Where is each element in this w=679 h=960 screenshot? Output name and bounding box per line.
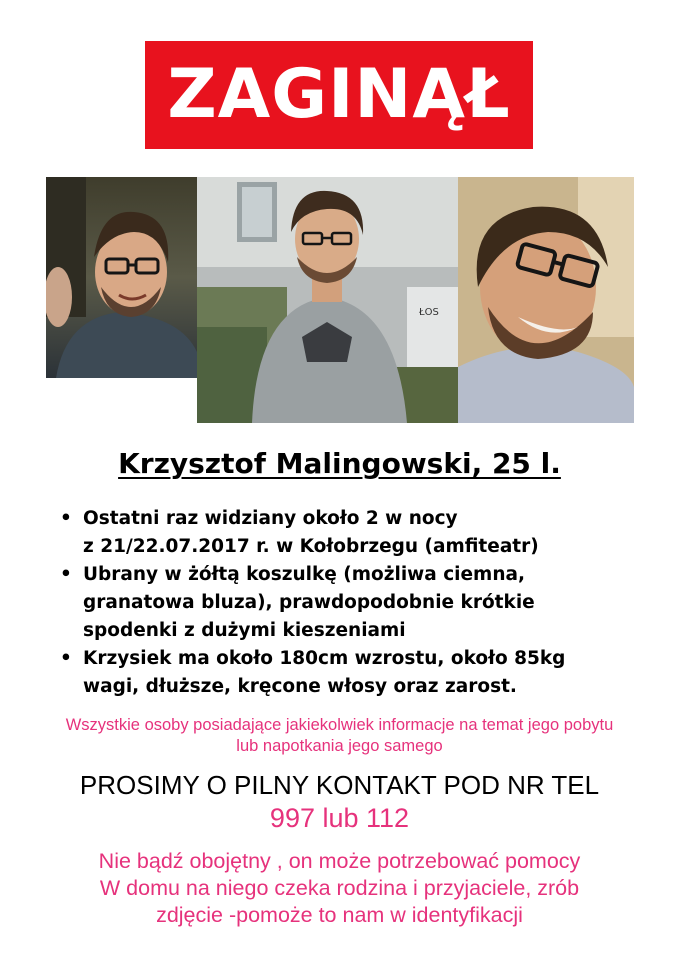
fact-line: z 21/22.07.2017 r. w Kołobrzegu (amfiteatr) — [83, 536, 539, 557]
appeal-text — [20, 848, 659, 929]
portrait-photo-2 — [197, 177, 458, 423]
appeal-line: zdjęcie -pomoże to nam w identyfikacji — [156, 903, 523, 927]
photo-right — [458, 177, 634, 423]
photo-center — [197, 177, 458, 423]
fact-line: wagi, dłuższe, kręcone włosy oraz zarost. — [83, 676, 517, 697]
fact-line: Krzysiek ma około 180cm wzrostu, około 85kg — [83, 648, 566, 669]
list-item — [58, 505, 618, 561]
facts-list — [58, 505, 618, 701]
fact-line: spodenki z dużymi kieszeniami — [83, 620, 406, 641]
svg-text:ŁOS: ŁOS — [419, 307, 439, 318]
person-name — [0, 447, 679, 480]
appeal-line: Nie bądź obojętny , on może potrzebować pomocy — [98, 849, 581, 873]
portrait-photo-1 — [46, 177, 197, 378]
person-name-text: Krzysztof Malingowski, 25 l. — [118, 447, 561, 480]
banner-title: ZAGINĄŁ — [167, 55, 511, 134]
list-item — [58, 645, 618, 701]
list-item — [58, 561, 618, 645]
portrait-photo-3 — [458, 177, 634, 423]
contact-heading: PROSIMY O PILNY KONTAKT POD NR TEL — [79, 770, 600, 800]
fact-line: granatowa bluza), prawdopodobnie krótkie — [83, 592, 535, 613]
photo-left — [46, 177, 197, 378]
fact-line: Ubrany w żółtą koszulkę (możliwa ciemna, — [83, 564, 526, 585]
info-request — [10, 715, 669, 757]
bullet-icon: • — [60, 508, 72, 529]
phone-numbers: 997 lub 112 — [269, 803, 410, 833]
fact-line: Ostatni raz widziany około 2 w nocy — [83, 508, 458, 529]
appeal-line: W domu na niego czeka rodzina i przyjaciele, zrób — [99, 876, 580, 900]
bullet-icon: • — [60, 564, 72, 585]
bullet-icon: • — [60, 648, 72, 669]
info-line: lub napotkania jego samego — [236, 737, 443, 755]
info-line: Wszystkie osoby posiadające jakiekolwiek informacje na temat jego pobytu — [65, 716, 614, 734]
missing-banner — [145, 41, 533, 149]
